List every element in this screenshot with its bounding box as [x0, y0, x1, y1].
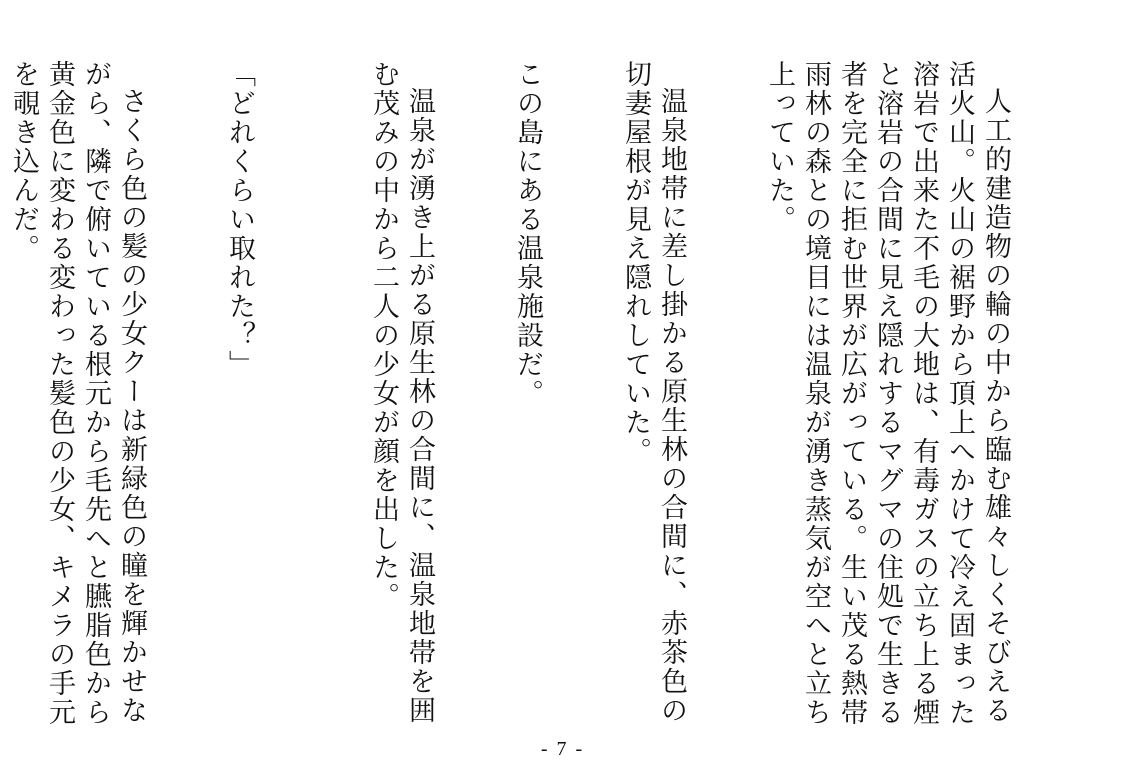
paragraph-facility: この島にある温泉施設だ。	[512, 60, 543, 408]
paragraph-volcano: 人工的建造物の輪の中から臨む雄々しくそびえる活火山。火山の裾野から頂上へかけて冷え固まった溶岩で出来た不毛の大地は、有毒ガスの立ち上る煙と溶岩の合間に見え隠れするマグマの住処で生きる者を完全に拒む世界が広がっている。生い茂る熱帯雨林の森との境目には温泉が湧き蒸気が空へと立ち上っていた。	[764, 60, 1011, 727]
vertical-text-body	[8, 60, 1085, 740]
paragraph-roof: 温泉地帯に差し掛かる原生林の合間に、赤茶色の切妻屋根が見え隠れしていた。	[620, 60, 687, 725]
page-number: - 7 -	[540, 738, 585, 760]
dialogue-how-many: 「どれくらい取れた？」	[224, 60, 255, 379]
paragraph-girls-appear: 温泉が湧き上がる原生林の合間に、温泉地帯を囲む茂みの中から二人の少女が顔を出した。	[368, 60, 435, 725]
paragraph-ku-description: さくら色の髪の少女クーは新緑色の瞳を輝かせながら、隣で俯いている根元から毛先へと臙脂色から黄金色に変わる変わった髪色の少女、キメラの手元を覗き込んだ。	[8, 60, 147, 727]
